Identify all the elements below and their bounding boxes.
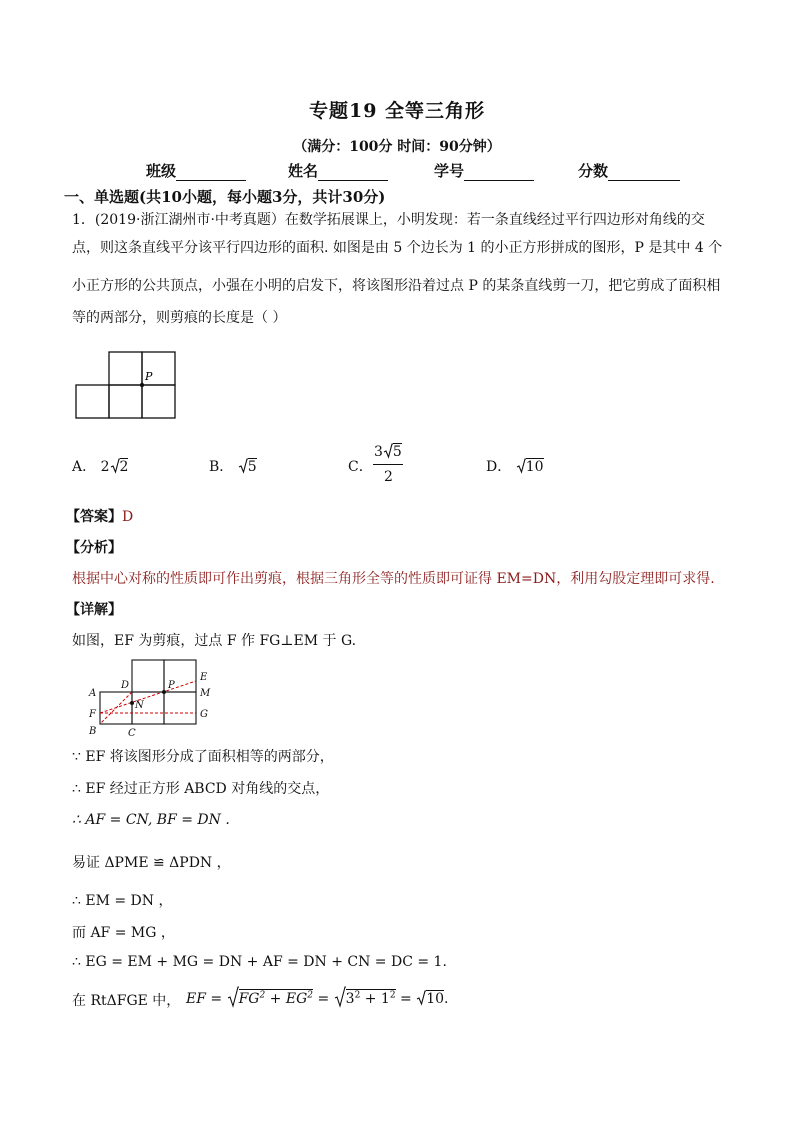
sqrt-icon — [227, 991, 239, 1007]
detail-label: 【详解】 — [66, 602, 122, 618]
option-b-key: B． — [209, 459, 234, 475]
detail-intro: 如图，EF 为剪痕，过点 F 作 FG⊥EM 于 G. — [72, 633, 357, 649]
answer-label: 【答案】 — [66, 509, 122, 525]
sqrt-icon — [238, 459, 248, 475]
score-label: 分数 — [578, 162, 609, 180]
label-b: B — [89, 726, 97, 737]
sqrt-icon — [516, 459, 526, 475]
class-label: 班级 — [146, 162, 177, 180]
label-n: N — [135, 700, 144, 711]
step-4: 易证 ΔPME ≌ ΔPDN ， — [72, 855, 231, 871]
analysis-label: 【分析】 — [66, 540, 122, 556]
option-b[interactable] — [209, 456, 257, 476]
option-a[interactable] — [72, 456, 128, 476]
question-figure — [74, 350, 184, 422]
eq-period: . — [444, 991, 449, 1007]
fraction-bar — [373, 464, 403, 465]
sqrt-icon — [383, 444, 393, 460]
option-c-coef: 3 — [374, 444, 383, 460]
step-3: ∴ AF = CN, BF = DN . — [72, 812, 230, 828]
label-p: P — [168, 680, 175, 691]
label-a: A — [89, 688, 97, 699]
option-c-key: C． — [348, 459, 373, 475]
number-blank[interactable] — [464, 164, 534, 181]
sqrt-icon — [334, 991, 346, 1007]
question-line-1: 1．(2019·浙江湖州市·中考真题）在数学拓展课上，小明发现：若一条直线经过平行四边形对角线的交 — [72, 212, 705, 228]
number-label: 学号 — [434, 162, 465, 180]
label-e: E — [200, 672, 208, 683]
option-a-key: A． — [72, 459, 97, 475]
figure-point-label: P — [145, 370, 153, 383]
option-d[interactable] — [486, 456, 544, 476]
step-8: 在 RtΔFGE 中， — [72, 993, 181, 1009]
eq-equals-2: = — [400, 991, 412, 1007]
sqrt-icon — [110, 458, 120, 475]
step-1: ∵ EF 将该图形分成了面积相等的两部分， — [72, 749, 334, 765]
answer-line — [66, 506, 133, 526]
step-2: ∴ EF 经过正方形 ABCD 对角线的交点， — [72, 781, 330, 797]
number-field — [434, 160, 534, 181]
page-title: 专题19 全等三角形 — [308, 100, 486, 122]
label-m: M — [200, 688, 211, 699]
class-field — [146, 160, 246, 181]
eq-radicand-3: 10 — [426, 991, 445, 1007]
section-heading: 一、单选题(共10小题，每小题3分，共计30分) — [64, 188, 386, 206]
option-c-denominator: 2 — [384, 469, 393, 485]
option-d-key: D． — [486, 459, 512, 475]
label-g: G — [200, 709, 208, 720]
option-a-coef: 2 — [100, 459, 110, 475]
score-field — [578, 160, 680, 181]
page-subtitle: （满分：100分 时间：90分钟） — [293, 139, 501, 155]
eq-radicand-2: $3^2 + 1^2$ — [345, 990, 396, 1007]
label-d: D — [121, 680, 130, 691]
question-line-4: 等的两部分，则剪痕的长度是（ ） — [72, 310, 287, 326]
question-line-2: 点，则这条直线平分该平行四边形的面积. 如图是由 5 个边长为 1 的小正方形拼成的图形，P 是其中 4 个 — [72, 240, 723, 256]
sqrt-icon — [416, 991, 426, 1007]
name-field — [288, 160, 388, 181]
option-b-radicand: 5 — [247, 459, 257, 475]
option-a-radicand: 2 — [119, 459, 129, 475]
step-6: 而 AF = MG ， — [72, 925, 175, 941]
step-7: ∴ EG = EM + MG = DN + AF = DN + CN = DC = 1. — [72, 954, 447, 970]
class-blank[interactable] — [176, 164, 246, 181]
eq-equals-1: = — [317, 991, 330, 1007]
option-c-radicand: 5 — [392, 444, 402, 460]
name-blank[interactable] — [318, 164, 388, 181]
step-5: ∴ EM = DN ， — [72, 893, 173, 909]
eq-radicand-1: $FG^2 + EG^2$ — [238, 990, 313, 1007]
answer-value: D — [122, 509, 134, 525]
final-equation — [186, 986, 449, 1008]
option-d-radicand: 10 — [525, 459, 544, 475]
analysis-text: 根据中心对称的性质即可作出剪痕，根据三角形全等的性质即可证得 EM=DN，利用勾股定理即可求得. — [72, 571, 715, 587]
question-line-3: 小正方形的公共顶点，小强在小明的启发下，将该图形沿着过点 P 的某条直线剪一刀，把它剪成了面积相 — [72, 278, 721, 294]
label-f: F — [89, 709, 96, 720]
option-c-numerator — [374, 443, 402, 460]
name-label: 姓名 — [288, 162, 319, 180]
label-c: C — [128, 728, 136, 739]
eq-lhs: EF = — [186, 991, 223, 1007]
score-blank[interactable] — [608, 164, 680, 181]
solution-figure — [84, 656, 218, 740]
